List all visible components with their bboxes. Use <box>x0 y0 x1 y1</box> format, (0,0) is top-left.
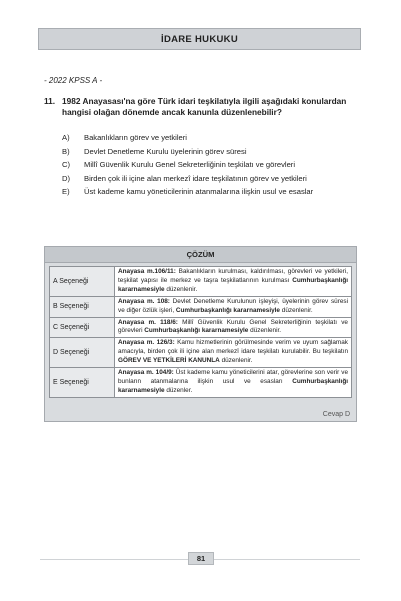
row-label: D Seçeneği <box>50 338 115 368</box>
option-letter: B) <box>62 146 70 156</box>
option-letter: E) <box>62 187 70 196</box>
option-c <box>62 158 362 172</box>
row-description: Anayasa m. 108: Devlet Denetleme Kurulunun işleyişi, üyelerinin görev süresi ve diğer özlük işleri, Cumhurbaşkanlığı kararnamesiyle düzenlenir. <box>115 296 352 317</box>
law-reference: Anayasa m.106/11: <box>118 268 176 275</box>
option-letter: A) <box>62 133 70 142</box>
table-row <box>50 368 352 398</box>
option-text: Birden çok ili içine alan merkezî idare teşkilatının görev ve yetkileri <box>84 173 307 183</box>
law-reference: Anayasa m. 126/3: <box>118 339 175 347</box>
law-reference: Anayasa m. 108: <box>118 297 170 305</box>
law-reference: Anayasa m. 104/9: <box>118 369 174 377</box>
chapter-title: İDARE HUKUKU <box>161 33 238 45</box>
page-number: 81 <box>188 552 214 565</box>
emphasis: Cumhurbaşkanlığı kararnamesiyle <box>175 306 280 314</box>
solution-box <box>44 246 357 422</box>
row-label: E Seçeneği <box>50 368 115 398</box>
row-description: Anayasa m. 126/3: Kamu hizmetlerinin görülmesinde verim ve uyum sağlamak amacıyla, birden çok ili içine alan merkezî idare teşkilatı kurulabilir. Bu teşkilatın GÖREV VE YETKİLERİ KANUNLA düzenlenir. <box>115 338 352 368</box>
table-row <box>50 317 352 338</box>
emphasis: GÖREV VE YETKİLERİ KANUNLA <box>118 357 220 365</box>
table-row <box>50 338 352 368</box>
question-text-line1: 1982 Anayasası'na göre Türk idari teşkilatıyla ilgili aşağıdaki konulardan <box>62 96 347 106</box>
solution-table <box>49 266 352 398</box>
row-label: B Seçeneği <box>50 296 115 317</box>
answer-key: Cevap D <box>322 411 350 418</box>
law-reference: Anayasa m. 118/6: <box>118 318 178 326</box>
table-row <box>50 296 352 317</box>
option-e <box>62 185 362 199</box>
emphasis: Cumhurbaşkanlığı kararnamesiyle <box>118 377 348 394</box>
chapter-header <box>38 28 361 50</box>
row-label: C Seçeneği <box>50 317 115 338</box>
row-description: Anayasa m.106/11: Bakanlıkların kurulması, kaldırılması, görevleri ve yetkileri, teşkilat yapısı ile merkez ve taşra teşkilatlarının kurulması Cumhurbaşkanlığı kararnamesiyle düzenlenir. <box>115 267 352 297</box>
question-text-line2: hangisi olağan dönemde ancak kanunla düzenlenebilir? <box>62 107 282 117</box>
option-a <box>62 131 362 145</box>
exam-source-note: - 2022 KPSS A - <box>44 76 103 85</box>
row-label: A Seçeneği <box>50 267 115 297</box>
question-number: 11. <box>44 96 56 106</box>
row-description: Anayasa m. 118/6: Millî Güvenlik Kurulu Genel Sekreterliğinin teşkilatı ve görevleri Cumhurbaşkanlığı kararnamesiyle düzenlenir. <box>115 317 352 338</box>
emphasis: Cumhurbaşkanlığı kararnamesiyle <box>144 327 249 335</box>
option-letter: D) <box>62 173 71 183</box>
option-text: Üst kademe kamu yöneticilerinin atanmalarına ilişkin usul ve esaslar <box>84 187 314 196</box>
option-b <box>62 145 362 159</box>
option-text: Devlet Denetleme Kurulu üyelerinin görev süresi <box>84 146 247 156</box>
option-d <box>62 172 362 186</box>
option-text: Millî Güvenlik Kurulu Genel Sekreterliğinin teşkilatı ve görevleri <box>84 160 296 169</box>
option-text: Bakanlıkların görev ve yetkileri <box>84 133 187 142</box>
row-description: Anayasa m. 104/9: Üst kademe kamu yöneticilerini atar, görevlerine son verir ve bunların atanmalarına ilişkin usul ve esasları Cumhurbaşkanlığı kararnamesiyle düzenler. <box>115 368 352 398</box>
answer-options <box>62 131 362 199</box>
option-letter: C) <box>62 160 71 169</box>
question-stem <box>44 96 364 118</box>
emphasis: Cumhurbaşkanlığı kararnamesiyle <box>118 276 348 293</box>
solution-title: ÇÖZÜM <box>45 247 356 263</box>
table-row <box>50 267 352 297</box>
